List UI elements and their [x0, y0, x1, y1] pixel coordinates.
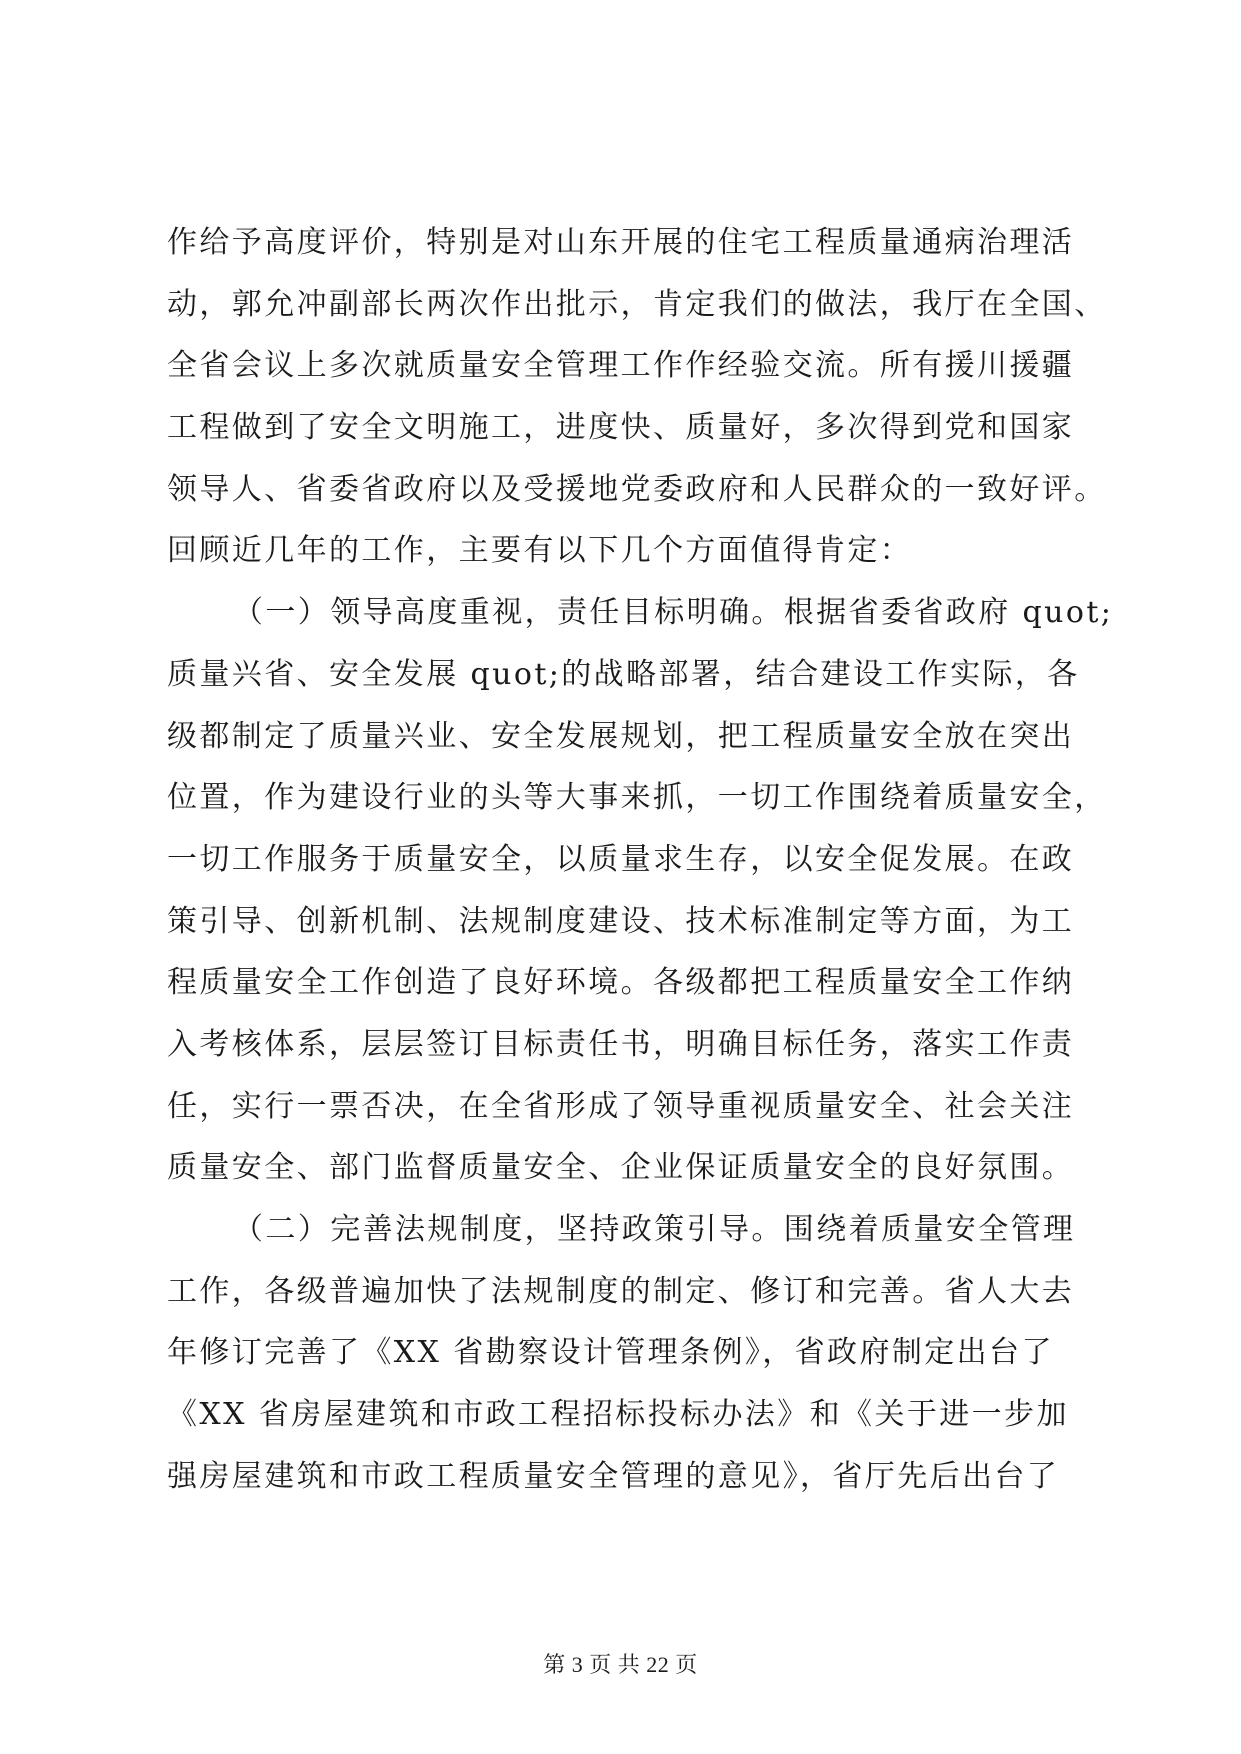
- text-line: 级都制定了质量兴业、安全发展规划，把工程质量安全放在突出: [167, 718, 1075, 754]
- body-text: [167, 225, 1114, 1523]
- text-line: 作给予高度评价，特别是对山东开展的住宅工程质量通病治理活: [167, 225, 1075, 260]
- text-line: 质量安全、部门监督质量安全、企业保证质量安全的良好氛围。: [167, 1150, 1075, 1186]
- text-line: 策引导、创新机制、法规制度建设、技术标准制定等方面，为工: [167, 903, 1075, 939]
- text-line: 全省会议上多次就质量安全管理工作作经验交流。所有援川援疆: [167, 348, 1075, 384]
- text-line: 位置，作为建设行业的头等大事来抓，一切工作围绕着质量安全，: [167, 780, 1107, 816]
- text-line: 程质量安全工作创造了良好环境。各级都把工程质量安全工作纳: [167, 965, 1075, 1001]
- text-line: 质量兴省、安全发展 quot;的战略部署，结合建设工作实际，各: [167, 656, 1080, 692]
- paragraph-heading-2: （二）完善法规制度，坚持政策引导。围绕着质量安全管理: [233, 1212, 1076, 1247]
- text-line: 强房屋建筑和市政工程质量安全管理的意见》，省厅先后出台了: [167, 1458, 1060, 1494]
- text-line: 年修订完善了《XX 省勘察设计管理条例》，省政府制定出台了: [167, 1335, 1054, 1371]
- text-line: 动，郭允冲副部长两次作出批示，肯定我们的做法，我厅在全国、: [167, 286, 1107, 322]
- text-line: 领导人、省委省政府以及受援地党委政府和人民群众的一致好评。: [167, 471, 1107, 507]
- text-line: 《XX 省房屋建筑和市政工程招标投标办法》和《关于进一步加: [167, 1397, 1069, 1433]
- paragraph-heading-1: （一）领导高度重视，责任目标明确。根据省委省政府 quot;: [233, 595, 1114, 631]
- text-line: 回顾近几年的工作，主要有以下几个方面值得肯定：: [167, 533, 913, 569]
- text-line: 入考核体系，层层签订目标责任书，明确目标任务，落实工作责: [167, 1026, 1075, 1062]
- text-line: 工作，各级普遍加快了法规制度的制定、修订和完善。省人大去: [167, 1273, 1075, 1309]
- text-line: 一切工作服务于质量安全，以质量求生存，以安全促发展。在政: [167, 841, 1075, 877]
- text-line: 工程做到了安全文明施工，进度快、质量好，多次得到党和国家: [167, 410, 1075, 446]
- text-line: 任，实行一票否决，在全省形成了领导重视质量安全、社会关注: [167, 1088, 1075, 1124]
- page-number-footer: 第 3 页 共 22 页: [543, 1652, 698, 1677]
